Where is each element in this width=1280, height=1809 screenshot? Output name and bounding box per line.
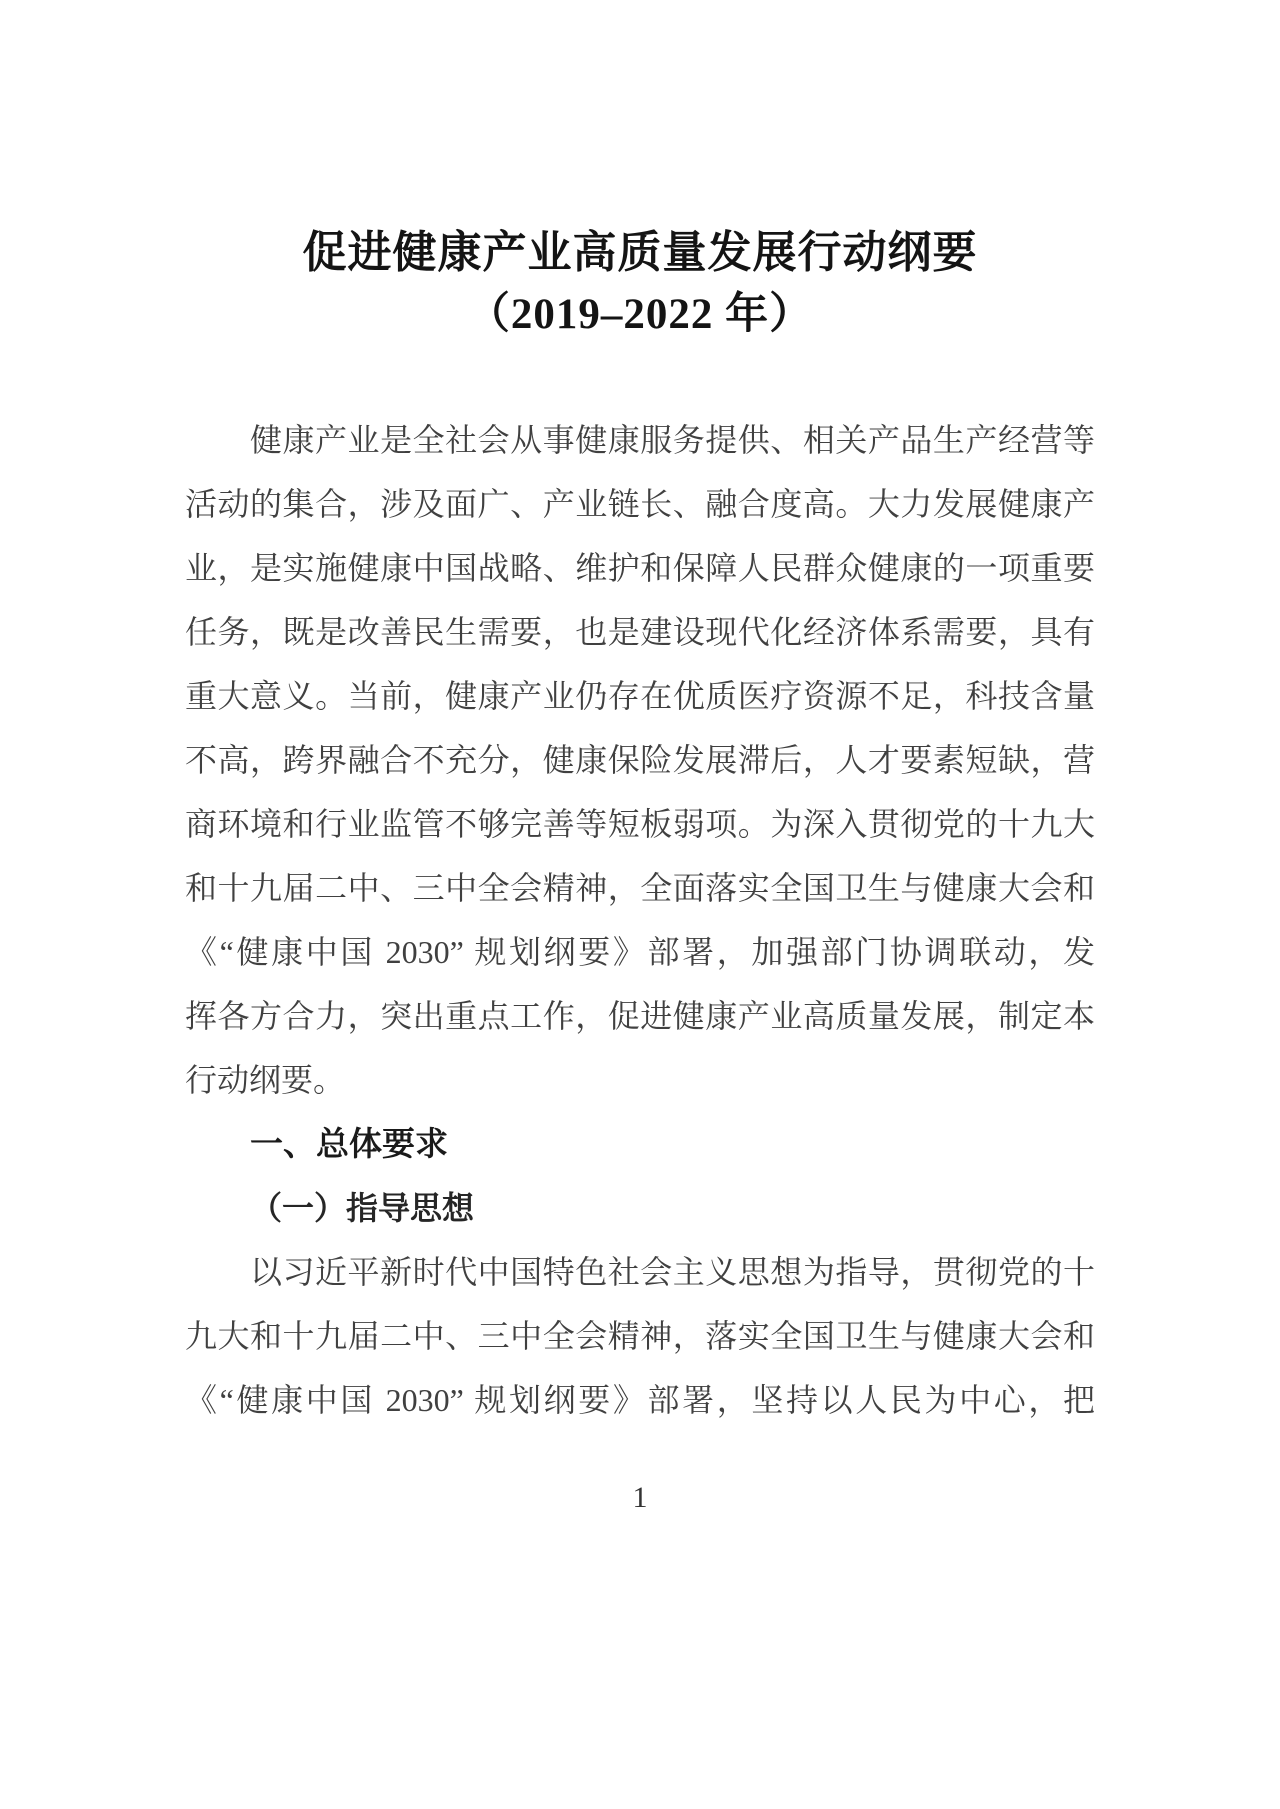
paragraph1-line: 业，是实施健康中国战略、维护和保障人民群众健康的一项重要 xyxy=(185,550,1095,586)
document-title: 促进健康产业高质量发展行动纲要 xyxy=(302,228,978,277)
paragraph2-line: 以习近平新时代中国特色社会主义思想为指导，贯彻党的十 xyxy=(250,1254,1095,1290)
paragraph1-line: 《“健康中国 2030” 规划纲要》部署，加强部门协调联动，发 xyxy=(185,934,1095,970)
paragraph1-line: 商环境和行业监管不够完善等短板弱项。为深入贯彻党的十九大 xyxy=(185,806,1095,842)
paragraph2-line: 《“健康中国 2030” 规划纲要》部署，坚持以人民为中心，把 xyxy=(185,1382,1095,1418)
paragraph1-line: 和十九届二中、三中全会精神，全面落实全国卫生与健康大会和 xyxy=(185,870,1095,906)
paragraph1-line: 行动纲要。 xyxy=(185,1062,346,1098)
section-heading: 一、总体要求 xyxy=(250,1125,448,1162)
subsection-heading: （一）指导思想 xyxy=(250,1190,475,1226)
document-subtitle: （2019–2022 年） xyxy=(466,291,814,338)
paragraph1-line: 不高，跨界融合不充分，健康保险发展滞后，人才要素短缺，营 xyxy=(185,742,1095,778)
body-text xyxy=(185,408,1095,1432)
paragraph1-line: 重大意义。当前，健康产业仍存在优质医疗资源不足，科技含量 xyxy=(185,678,1095,714)
paragraph1-line: 挥各方合力，突出重点工作，促进健康产业高质量发展，制定本 xyxy=(185,998,1095,1034)
title-block xyxy=(0,222,1280,346)
paragraph1-line: 任务，既是改善民生需要，也是建设现代化经济体系需要，具有 xyxy=(185,614,1095,650)
paragraph1-line: 健康产业是全社会从事健康服务提供、相关产品生产经营等 xyxy=(250,422,1095,458)
page-number: 1 xyxy=(632,1481,648,1514)
paragraph1-line: 活动的集合，涉及面广、产业链长、融合度高。大力发展健康产 xyxy=(185,486,1095,522)
paragraph2-line: 九大和十九届二中、三中全会精神，落实全国卫生与健康大会和 xyxy=(185,1318,1095,1354)
